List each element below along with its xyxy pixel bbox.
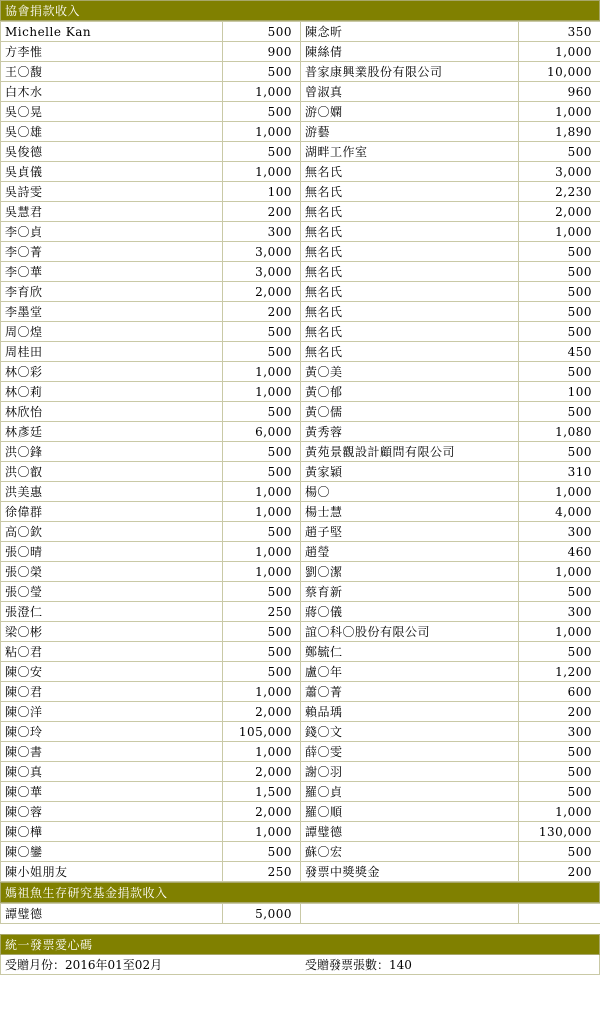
donation-amount: 500 <box>223 62 301 82</box>
donor-name: 吳〇雄 <box>1 122 223 142</box>
table-row <box>1 462 600 482</box>
dolphin-fund-table <box>0 903 600 924</box>
table-row <box>1 162 600 182</box>
donation-amount: 200 <box>519 702 600 722</box>
donation-amount: 5,000 <box>223 904 301 924</box>
section-title-dolphin-fund: 媽祖魚生存研究基金捐款收入 <box>0 882 600 903</box>
donation-amount: 500 <box>223 342 301 362</box>
donor-name: 方李惟 <box>1 42 223 62</box>
donation-amount: 500 <box>223 642 301 662</box>
donor-name: 黃秀蓉 <box>301 422 519 442</box>
donation-amount: 500 <box>519 762 600 782</box>
donor-name: 趙瑩 <box>301 542 519 562</box>
table-row <box>1 862 600 882</box>
donation-amount: 1,000 <box>223 122 301 142</box>
donor-name: 張澄仁 <box>1 602 223 622</box>
donor-name: 吳慧君 <box>1 202 223 222</box>
donation-amount: 600 <box>519 682 600 702</box>
table-row <box>1 202 600 222</box>
donation-amount: 460 <box>519 542 600 562</box>
donor-name: 謝〇羽 <box>301 762 519 782</box>
donation-amount: 500 <box>519 582 600 602</box>
donation-amount: 1,500 <box>223 782 301 802</box>
donation-amount: 500 <box>223 462 301 482</box>
donor-name: 吳俊德 <box>1 142 223 162</box>
donation-invoice-count: 受贈發票張數：140 <box>305 958 412 972</box>
table-row <box>1 122 600 142</box>
donor-name: 黃〇郁 <box>301 382 519 402</box>
donor-name: 湖畔工作室 <box>301 142 519 162</box>
donor-name: 陳〇蓉 <box>1 802 223 822</box>
table-row <box>1 182 600 202</box>
table-row <box>1 502 600 522</box>
table-row <box>1 282 600 302</box>
donation-amount: 2,000 <box>223 802 301 822</box>
donation-amount: 3,000 <box>223 242 301 262</box>
donor-name: 蔡育新 <box>301 582 519 602</box>
donation-amount: 1,000 <box>519 802 600 822</box>
section-gap <box>0 924 600 934</box>
donation-amount: 500 <box>223 522 301 542</box>
donation-amount: 1,000 <box>223 482 301 502</box>
donor-name: 蔣〇儀 <box>301 602 519 622</box>
table-row <box>1 242 600 262</box>
donor-name: 游〇嫻 <box>301 102 519 122</box>
table-row <box>1 642 600 662</box>
donor-name: 吳詩雯 <box>1 182 223 202</box>
donation-amount: 1,000 <box>519 482 600 502</box>
donation-amount: 105,000 <box>223 722 301 742</box>
donation-amount: 2,230 <box>519 182 600 202</box>
table-row <box>1 302 600 322</box>
donor-name: 陳〇樺 <box>1 822 223 842</box>
donation-amount: 1,000 <box>519 222 600 242</box>
donor-name: 錢〇文 <box>301 722 519 742</box>
donor-name: 陳〇書 <box>1 742 223 762</box>
donor-name: 白木水 <box>1 82 223 102</box>
donation-amount: 200 <box>223 302 301 322</box>
donor-name: 陳小姐朋友 <box>1 862 223 882</box>
donation-amount: 1,000 <box>223 562 301 582</box>
table-row <box>1 42 600 62</box>
donor-name: 陳〇安 <box>1 662 223 682</box>
donation-amount: 1,000 <box>223 742 301 762</box>
dolphin-fund-body <box>1 904 600 924</box>
donation-amount: 300 <box>519 602 600 622</box>
donation-amount: 500 <box>223 582 301 602</box>
donation-amount: 1,000 <box>223 542 301 562</box>
donation-amount: 3,000 <box>519 162 600 182</box>
donation-amount: 960 <box>519 82 600 102</box>
donor-name: 高〇欽 <box>1 522 223 542</box>
donor-name: 譚璧德 <box>301 822 519 842</box>
donor-name: 楊〇 <box>301 482 519 502</box>
donation-amount: 1,890 <box>519 122 600 142</box>
donor-name: 無名氏 <box>301 282 519 302</box>
donor-name: 發票中獎獎金 <box>301 862 519 882</box>
donation-amount: 250 <box>223 862 301 882</box>
donor-name: 羅〇貞 <box>301 782 519 802</box>
donation-amount: 500 <box>519 442 600 462</box>
donation-amount: 500 <box>519 742 600 762</box>
donation-amount: 250 <box>223 602 301 622</box>
donation-amount: 310 <box>519 462 600 482</box>
donor-name: 黃家穎 <box>301 462 519 482</box>
table-row <box>1 682 600 702</box>
donor-name: 吳貞儀 <box>1 162 223 182</box>
donor-name: 蘇〇宏 <box>301 842 519 862</box>
table-row <box>1 542 600 562</box>
donor-name: 蕭〇菁 <box>301 682 519 702</box>
table-row <box>1 702 600 722</box>
table-row <box>1 22 600 42</box>
donor-name: 周桂田 <box>1 342 223 362</box>
donor-name: 林彥廷 <box>1 422 223 442</box>
donation-amount: 1,080 <box>519 422 600 442</box>
donor-name: 陳〇鑾 <box>1 842 223 862</box>
section-title-association-donations: 協會捐款收入 <box>0 0 600 21</box>
donation-amount: 1,000 <box>223 362 301 382</box>
donor-name: 黃〇儒 <box>301 402 519 422</box>
donation-amount: 500 <box>519 362 600 382</box>
donation-amount: 2,000 <box>223 702 301 722</box>
table-row <box>1 802 600 822</box>
donor-name: 薛〇雯 <box>301 742 519 762</box>
donation-amount: 500 <box>519 302 600 322</box>
table-row <box>1 422 600 442</box>
donor-name: 陳〇玲 <box>1 722 223 742</box>
donor-name: 徐偉群 <box>1 502 223 522</box>
donor-name: 洪美惠 <box>1 482 223 502</box>
donation-month: 受贈月份：2016年01至02月 <box>5 958 163 972</box>
donor-name: Michelle Kan <box>1 22 223 42</box>
donation-amount: 450 <box>519 342 600 362</box>
donation-amount: 2,000 <box>519 202 600 222</box>
table-row <box>1 482 600 502</box>
table-row <box>1 382 600 402</box>
table-row <box>1 782 600 802</box>
donation-amount: 500 <box>519 242 600 262</box>
table-row <box>1 602 600 622</box>
donation-amount: 500 <box>223 22 301 42</box>
donor-name: 李育欣 <box>1 282 223 302</box>
table-row <box>1 582 600 602</box>
donor-name: 普家康興業股份有限公司 <box>301 62 519 82</box>
donor-name: 無名氏 <box>301 242 519 262</box>
donor-name: 李〇貞 <box>1 222 223 242</box>
donation-amount: 1,000 <box>519 622 600 642</box>
donor-name: 無名氏 <box>301 182 519 202</box>
donation-amount: 10,000 <box>519 62 600 82</box>
donation-amount <box>519 904 600 924</box>
donor-name: 黃苑景觀設計顧問有限公司 <box>301 442 519 462</box>
donor-name: 無名氏 <box>301 262 519 282</box>
donor-name: 無名氏 <box>301 202 519 222</box>
donor-name: 陳〇洋 <box>1 702 223 722</box>
table-row <box>1 522 600 542</box>
donation-amount: 200 <box>519 862 600 882</box>
donation-amount: 500 <box>519 322 600 342</box>
donation-amount: 500 <box>223 402 301 422</box>
table-row <box>1 622 600 642</box>
donor-name: 無名氏 <box>301 322 519 342</box>
donor-name: 楊士慧 <box>301 502 519 522</box>
table-row <box>1 62 600 82</box>
donation-amount: 6,000 <box>223 422 301 442</box>
donation-amount: 130,000 <box>519 822 600 842</box>
table-row <box>1 402 600 422</box>
donation-amount: 500 <box>223 842 301 862</box>
donor-name: 李〇菁 <box>1 242 223 262</box>
donor-name: 林欣怡 <box>1 402 223 422</box>
donor-name: 陳〇真 <box>1 762 223 782</box>
donor-name: 無名氏 <box>301 222 519 242</box>
table-row <box>1 102 600 122</box>
donation-amount: 2,000 <box>223 762 301 782</box>
donor-name: 游藝 <box>301 122 519 142</box>
donor-name: 陳絲倩 <box>301 42 519 62</box>
donor-name: 黃〇美 <box>301 362 519 382</box>
table-row <box>1 222 600 242</box>
donation-amount: 500 <box>519 142 600 162</box>
donor-name: 劉〇潔 <box>301 562 519 582</box>
donor-name: 王〇馥 <box>1 62 223 82</box>
donation-amount: 500 <box>519 642 600 662</box>
table-row <box>1 262 600 282</box>
donor-name: 無名氏 <box>301 162 519 182</box>
donation-amount: 3,000 <box>223 262 301 282</box>
donation-amount: 1,000 <box>519 102 600 122</box>
donation-amount: 1,000 <box>223 822 301 842</box>
donor-name: 粘〇君 <box>1 642 223 662</box>
donation-amount: 4,000 <box>519 502 600 522</box>
donation-amount: 1,000 <box>223 382 301 402</box>
donation-amount: 1,000 <box>223 162 301 182</box>
table-row <box>1 742 600 762</box>
table-row <box>1 322 600 342</box>
donation-amount: 500 <box>223 442 301 462</box>
donation-amount: 300 <box>519 722 600 742</box>
donor-name: 林〇彩 <box>1 362 223 382</box>
table-row <box>1 362 600 382</box>
invoice-donation-info <box>0 955 600 975</box>
donor-name: 吳〇晃 <box>1 102 223 122</box>
donation-amount: 300 <box>519 522 600 542</box>
donor-name: 趙子堅 <box>301 522 519 542</box>
table-row <box>1 722 600 742</box>
donor-name: 誼〇科〇股份有限公司 <box>301 622 519 642</box>
donation-amount: 100 <box>223 182 301 202</box>
donation-amount: 1,000 <box>223 682 301 702</box>
table-row <box>1 442 600 462</box>
donation-amount: 500 <box>223 102 301 122</box>
table-row <box>1 662 600 682</box>
donor-name: 羅〇順 <box>301 802 519 822</box>
donor-name: 曾淑真 <box>301 82 519 102</box>
donation-amount: 2,000 <box>223 282 301 302</box>
donor-name: 洪〇鋒 <box>1 442 223 462</box>
donation-amount: 350 <box>519 22 600 42</box>
donor-name: 陳〇華 <box>1 782 223 802</box>
donation-amount: 200 <box>223 202 301 222</box>
donation-amount: 500 <box>519 782 600 802</box>
donor-name: 無名氏 <box>301 342 519 362</box>
table-row <box>1 562 600 582</box>
donation-amount: 1,000 <box>519 562 600 582</box>
donor-name: 陳念昕 <box>301 22 519 42</box>
donation-amount: 1,200 <box>519 662 600 682</box>
donor-name: 張〇瑩 <box>1 582 223 602</box>
table-row <box>1 842 600 862</box>
donation-amount: 1,000 <box>223 502 301 522</box>
donor-name: 無名氏 <box>301 302 519 322</box>
donor-name: 陳〇君 <box>1 682 223 702</box>
donation-amount: 500 <box>223 322 301 342</box>
donation-amount: 300 <box>223 222 301 242</box>
donation-amount: 900 <box>223 42 301 62</box>
table-row <box>1 82 600 102</box>
donation-amount: 100 <box>519 382 600 402</box>
donor-name: 梁〇彬 <box>1 622 223 642</box>
association-donations-table <box>0 21 600 882</box>
table-row <box>1 822 600 842</box>
donor-name: 鄭毓仁 <box>301 642 519 662</box>
association-donations-body <box>1 22 600 882</box>
table-row <box>1 142 600 162</box>
donor-name: 周〇煌 <box>1 322 223 342</box>
donation-amount: 500 <box>519 842 600 862</box>
table-row <box>1 762 600 782</box>
table-row <box>1 342 600 362</box>
donor-name: 盧〇年 <box>301 662 519 682</box>
donor-name: 張〇晴 <box>1 542 223 562</box>
donor-name: 李〇華 <box>1 262 223 282</box>
donor-name: 賴品瑀 <box>301 702 519 722</box>
donation-amount: 500 <box>223 622 301 642</box>
donor-name: 李墨堂 <box>1 302 223 322</box>
donation-amount: 1,000 <box>223 82 301 102</box>
donor-name <box>301 904 519 924</box>
donation-amount: 500 <box>223 142 301 162</box>
donation-amount: 500 <box>519 402 600 422</box>
donor-name: 譚璧德 <box>1 904 223 924</box>
donation-amount: 500 <box>519 262 600 282</box>
donation-amount: 500 <box>223 662 301 682</box>
donor-name: 洪〇叡 <box>1 462 223 482</box>
donation-amount: 1,000 <box>519 42 600 62</box>
donor-name: 林〇莉 <box>1 382 223 402</box>
section-title-invoice-donation-code: 統一發票愛心碼 <box>0 934 600 955</box>
donor-name: 張〇榮 <box>1 562 223 582</box>
table-row <box>1 904 600 924</box>
donation-amount: 500 <box>519 282 600 302</box>
